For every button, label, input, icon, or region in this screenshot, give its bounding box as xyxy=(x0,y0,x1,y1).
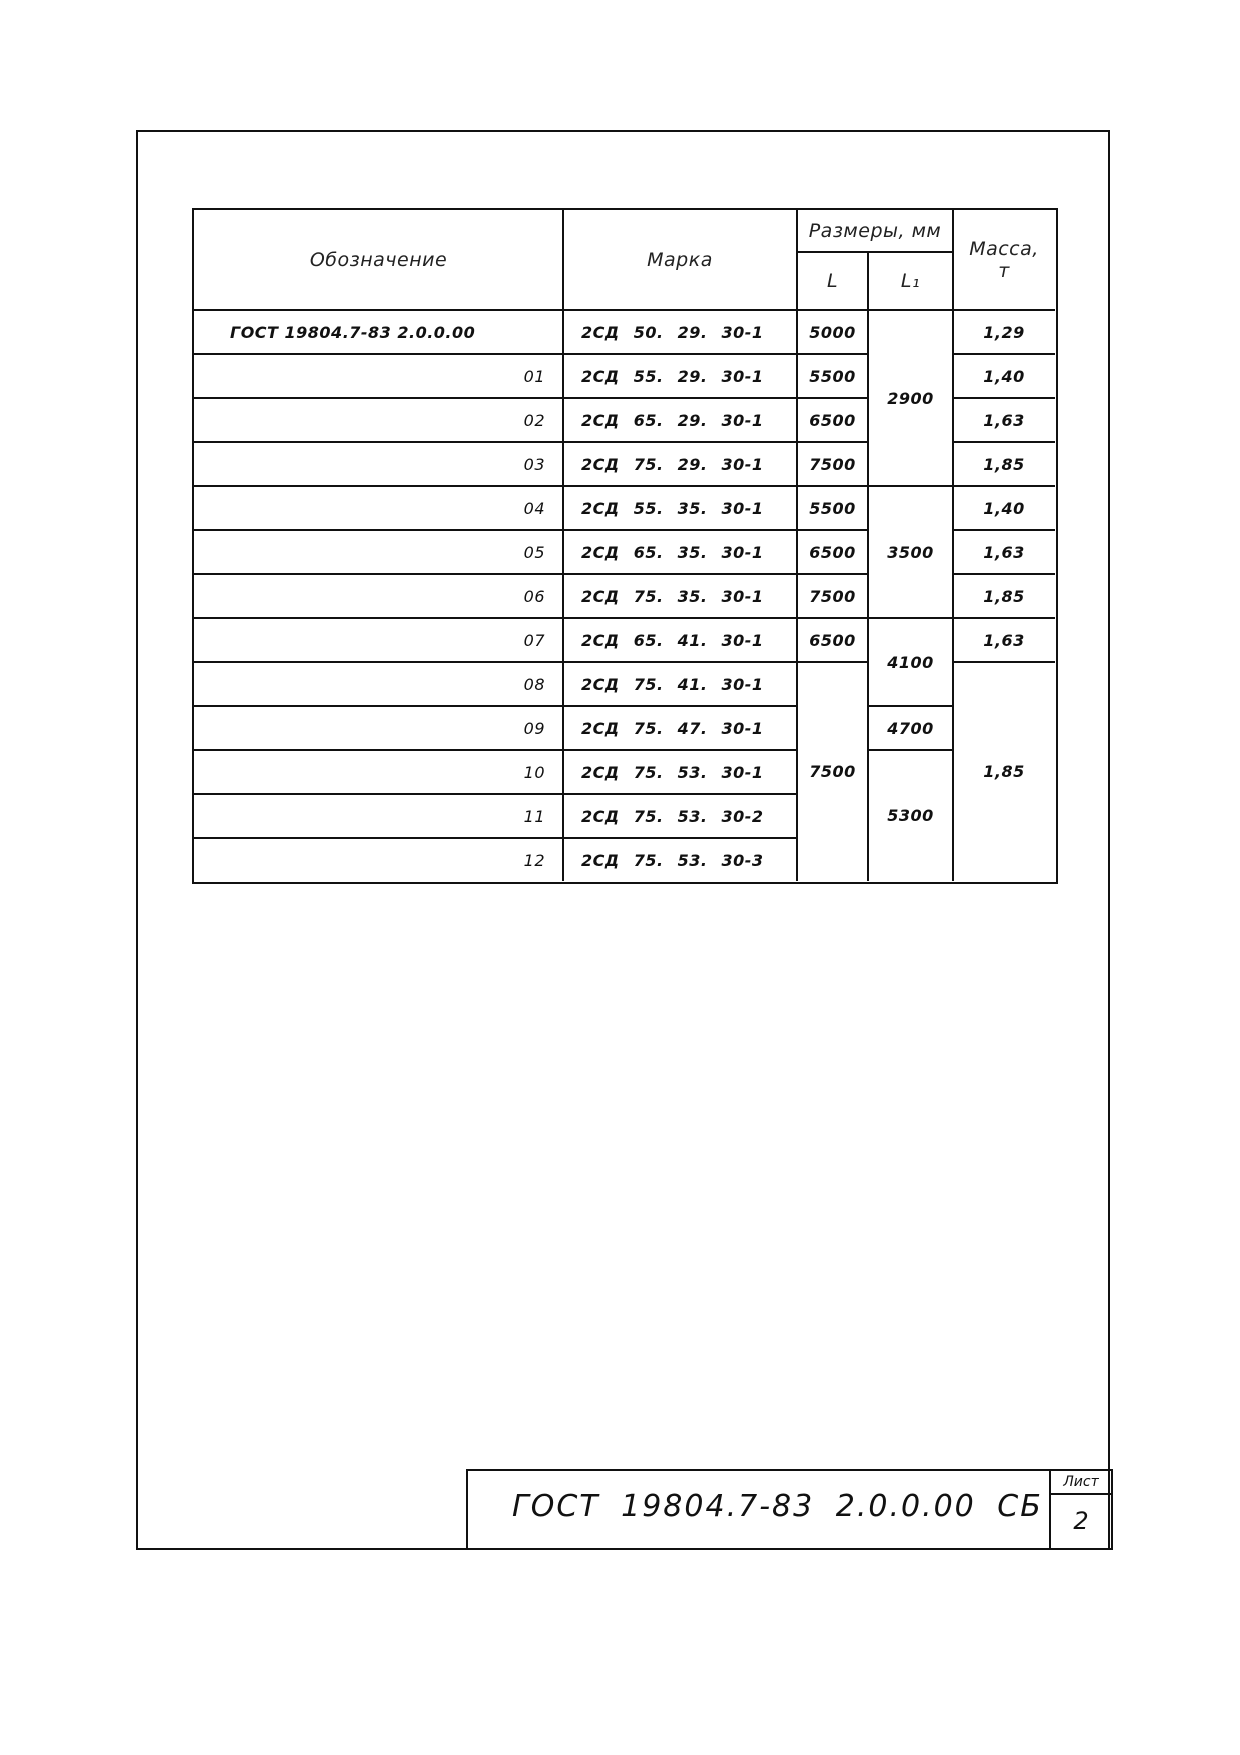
row-divider xyxy=(796,441,868,443)
row-divider xyxy=(952,573,1055,575)
header-mark: Марка xyxy=(647,249,713,271)
row-divider xyxy=(194,353,797,355)
cell-designation: 11 xyxy=(523,806,545,826)
row-divider xyxy=(952,397,1055,399)
row-divider xyxy=(194,529,797,531)
title-block xyxy=(466,1469,1113,1550)
cell-L: 5500 xyxy=(809,366,856,386)
cell-designation: 01 xyxy=(523,366,545,386)
row-divider xyxy=(194,573,797,575)
merged-L1-4100: 4100 xyxy=(887,652,934,672)
row-divider xyxy=(194,485,797,487)
cell-mark: 2СД 75. 53. 30-1 xyxy=(581,762,764,782)
row-divider xyxy=(796,529,868,531)
group-divider xyxy=(867,749,953,751)
header-mass: Масса, т xyxy=(969,238,1039,282)
sheet-label: Лист xyxy=(1051,1471,1111,1495)
merged-L1-5300: 5300 xyxy=(887,806,934,825)
row-divider xyxy=(796,617,868,619)
cell-mass: 1,63 xyxy=(983,630,1025,650)
cell-L: 7500 xyxy=(809,454,856,474)
cell-mark: 2СД 75. 47. 30-1 xyxy=(581,718,764,738)
header-L1: L₁ xyxy=(900,270,921,292)
row-divider xyxy=(952,617,1055,619)
cell-designation: 03 xyxy=(523,454,545,474)
cell-designation: 12 xyxy=(523,850,545,870)
specification-table xyxy=(192,208,1058,884)
cell-mark: 2СД 75. 41. 30-1 xyxy=(581,674,764,694)
cell-designation: 06 xyxy=(523,586,545,606)
group-divider xyxy=(867,485,953,487)
cell-mass: 1,85 xyxy=(983,586,1025,606)
row-divider xyxy=(194,749,797,751)
row-divider xyxy=(796,353,868,355)
row-divider xyxy=(952,485,1055,487)
sheet-number: 2 xyxy=(1073,1507,1089,1535)
cell-mass: 1,40 xyxy=(983,366,1025,386)
document-title: ГОСТ 19804.7-83 2.0.0.00 СБ xyxy=(512,1489,1043,1524)
header-subdivider xyxy=(796,251,953,253)
header-dimensions: Размеры, мм xyxy=(808,220,942,242)
header-L: L xyxy=(826,270,839,292)
cell-mark: 2СД 55. 35. 30-1 xyxy=(581,498,764,518)
cell-mark: 2СД 65. 35. 30-1 xyxy=(581,542,764,562)
row-divider xyxy=(194,617,797,619)
row-divider xyxy=(194,661,797,663)
row-divider xyxy=(194,837,797,839)
header-designation: Обозначение xyxy=(309,249,448,271)
merged-L-7500: 7500 xyxy=(809,762,856,781)
cell-mark: 2СД 55. 29. 30-1 xyxy=(581,366,764,386)
cell-mass: 1,85 xyxy=(983,454,1025,474)
cell-designation: 02 xyxy=(523,410,545,430)
cell-mass: 1,40 xyxy=(983,498,1025,518)
cell-designation: 10 xyxy=(523,762,545,782)
sheet-box xyxy=(1049,1471,1111,1548)
cell-mark: 2СД 75. 35. 30-1 xyxy=(581,586,764,606)
row-divider xyxy=(194,793,797,795)
row-divider xyxy=(194,441,797,443)
cell-mark: 2СД 75. 29. 30-1 xyxy=(581,454,764,474)
merged-L1-3500: 3500 xyxy=(887,542,934,562)
group-divider xyxy=(867,617,953,619)
row-divider xyxy=(796,573,868,575)
cell-designation: 08 xyxy=(523,674,545,694)
cell-mark: 2СД 65. 29. 30-1 xyxy=(581,410,764,430)
cell-L: 6500 xyxy=(809,542,856,562)
row-divider xyxy=(952,353,1055,355)
merged-L1-2900: 2900 xyxy=(887,388,934,408)
cell-L: 5000 xyxy=(809,322,856,342)
merged-L1-4700: 4700 xyxy=(887,718,934,738)
cell-L: 6500 xyxy=(809,410,856,430)
row-divider xyxy=(796,397,868,399)
row-divider xyxy=(952,441,1055,443)
row-divider xyxy=(952,529,1055,531)
row-divider xyxy=(796,485,868,487)
cell-designation: 04 xyxy=(523,498,545,518)
cell-designation: 07 xyxy=(523,630,545,650)
merged-mass-1-85: 1,85 xyxy=(983,762,1025,781)
cell-mass: 1,63 xyxy=(983,410,1025,430)
cell-mark: 2СД 75. 53. 30-2 xyxy=(581,806,764,826)
cell-mark: 2СД 50. 29. 30-1 xyxy=(581,322,764,342)
cell-L: 5500 xyxy=(809,498,856,518)
cell-L: 6500 xyxy=(809,630,856,650)
cell-mark: 2СД 65. 41. 30-1 xyxy=(581,630,764,650)
cell-mark: 2СД 75. 53. 30-3 xyxy=(581,850,764,870)
row-divider xyxy=(194,397,797,399)
row-divider xyxy=(194,705,797,707)
group-divider xyxy=(867,705,953,707)
cell-mass: 1,63 xyxy=(983,542,1025,562)
cell-mass: 1,29 xyxy=(983,322,1025,342)
cell-designation: ГОСТ 19804.7-83 2.0.0.00 xyxy=(230,322,476,342)
cell-designation: 05 xyxy=(523,542,545,562)
cell-designation: 09 xyxy=(523,718,545,738)
cell-L: 7500 xyxy=(809,586,856,606)
